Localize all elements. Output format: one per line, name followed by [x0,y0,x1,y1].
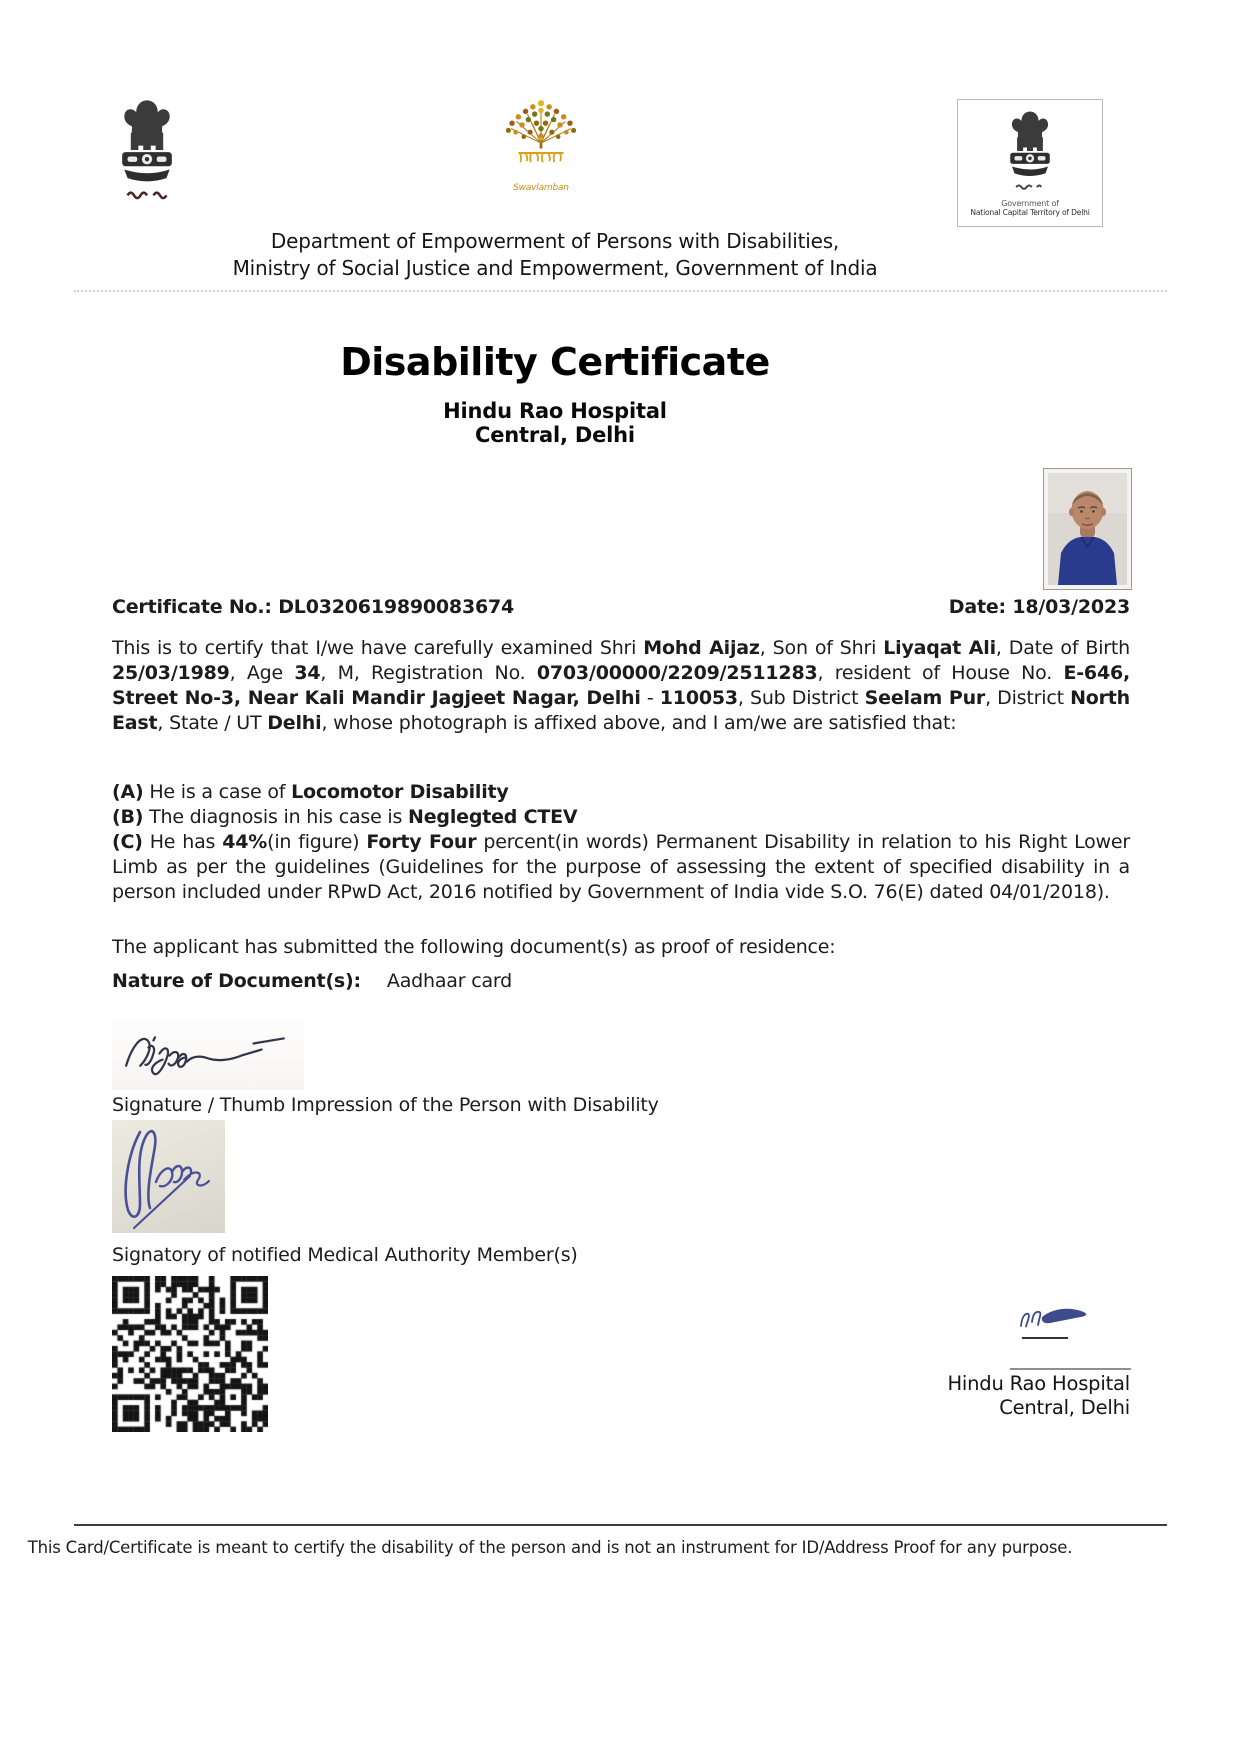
department-header [0,228,1110,282]
dotted-divider [74,290,1167,292]
department-line-1: Department of Empowerment of Persons with Disabilities, [270,229,840,253]
intro-paragraph: This is to certify that I/we have carefully examined Shri Mohd Aijaz, Son of Shri Liyaqat Ali, Date of Birth 25/03/1989, Age 34, M, Registration No. 0703/00000/2209/2511283, resident of House No. E-646, Street No-3, Near Kali Mandir Jagjeet Nagar, Delhi - 110053, Sub District Seelam Pur, District North East, State / UT Delhi, whose photograph is affixed above, and I am/we are satisfied that: [112,637,1130,734]
issuer-signature-image [1013,1300,1109,1338]
certificate-meta-row [112,596,1130,618]
issuer-bottom-location: Central, Delhi [999,1396,1130,1419]
document-nature-label: Nature of Document(s): [112,970,361,992]
issuer-signature-underline [1022,1337,1068,1339]
applicant-signature-label: Signature / Thumb Impression of the Person with Disability [112,1094,659,1116]
footer-note: This Card/Certificate is meant to certify the disability of the person and is not an instrument for ID/Address Proof for any purpose. [27,1538,1073,1557]
issuer-block [0,399,1110,447]
applicant-signature-image [112,1002,304,1090]
delhi-government-emblem-icon [957,99,1103,227]
findings-section [112,780,1130,905]
authority-signature-image [112,1120,225,1233]
footer-divider [74,1524,1167,1526]
swavlamban-logo-icon [495,96,587,196]
document-nature-value: Aadhaar card [386,970,513,992]
right-emblem-caption-line1: Government of [1001,199,1059,208]
issuer-divider-line [1010,1368,1131,1370]
finding-c: (C) He has 44%(in figure) Forty Four percent(in words) Permanent Disability in relation to his Right Lower Limb as per the guidelines (Guidelines for the purpose of assessing the extent of specified disability in a person included under RPwD Act, 2016 notified by Government of India vide S.O. 76(E) dated 04/01/2018). [112,831,1131,903]
issuer-bottom-block [830,1372,1130,1420]
residence-proof-line: The applicant has submitted the following document(s) as proof of residence: [112,936,836,958]
certificate-number: Certificate No.: DL0320619890083674 [112,596,515,618]
document-nature-row [112,970,1130,992]
department-line-2: Ministry of Social Justice and Empowerment, Government of India [232,256,878,280]
issuer-hospital: Hindu Rao Hospital [443,399,667,423]
issuer-location: Central, Delhi [475,423,635,447]
finding-a: (A) He is a case of Locomotor Disability [112,781,509,803]
certificate-title: Disability Certificate [340,340,770,384]
certificate-date: Date: 18/03/2023 [948,596,1130,618]
finding-b: (B) The diagnosis in his case is Neglegted CTEV [112,806,578,828]
authority-signature-label: Signatory of notified Medical Authority Member(s) [112,1244,578,1266]
qr-code [112,1276,268,1432]
issuer-bottom-hospital: Hindu Rao Hospital [947,1372,1130,1395]
applicant-photo [1043,468,1132,590]
swavlamban-label: Swavlamban [513,183,569,193]
right-emblem-caption-line2: National Capital Territory of Delhi [970,208,1090,217]
national-emblem-icon [110,96,184,204]
